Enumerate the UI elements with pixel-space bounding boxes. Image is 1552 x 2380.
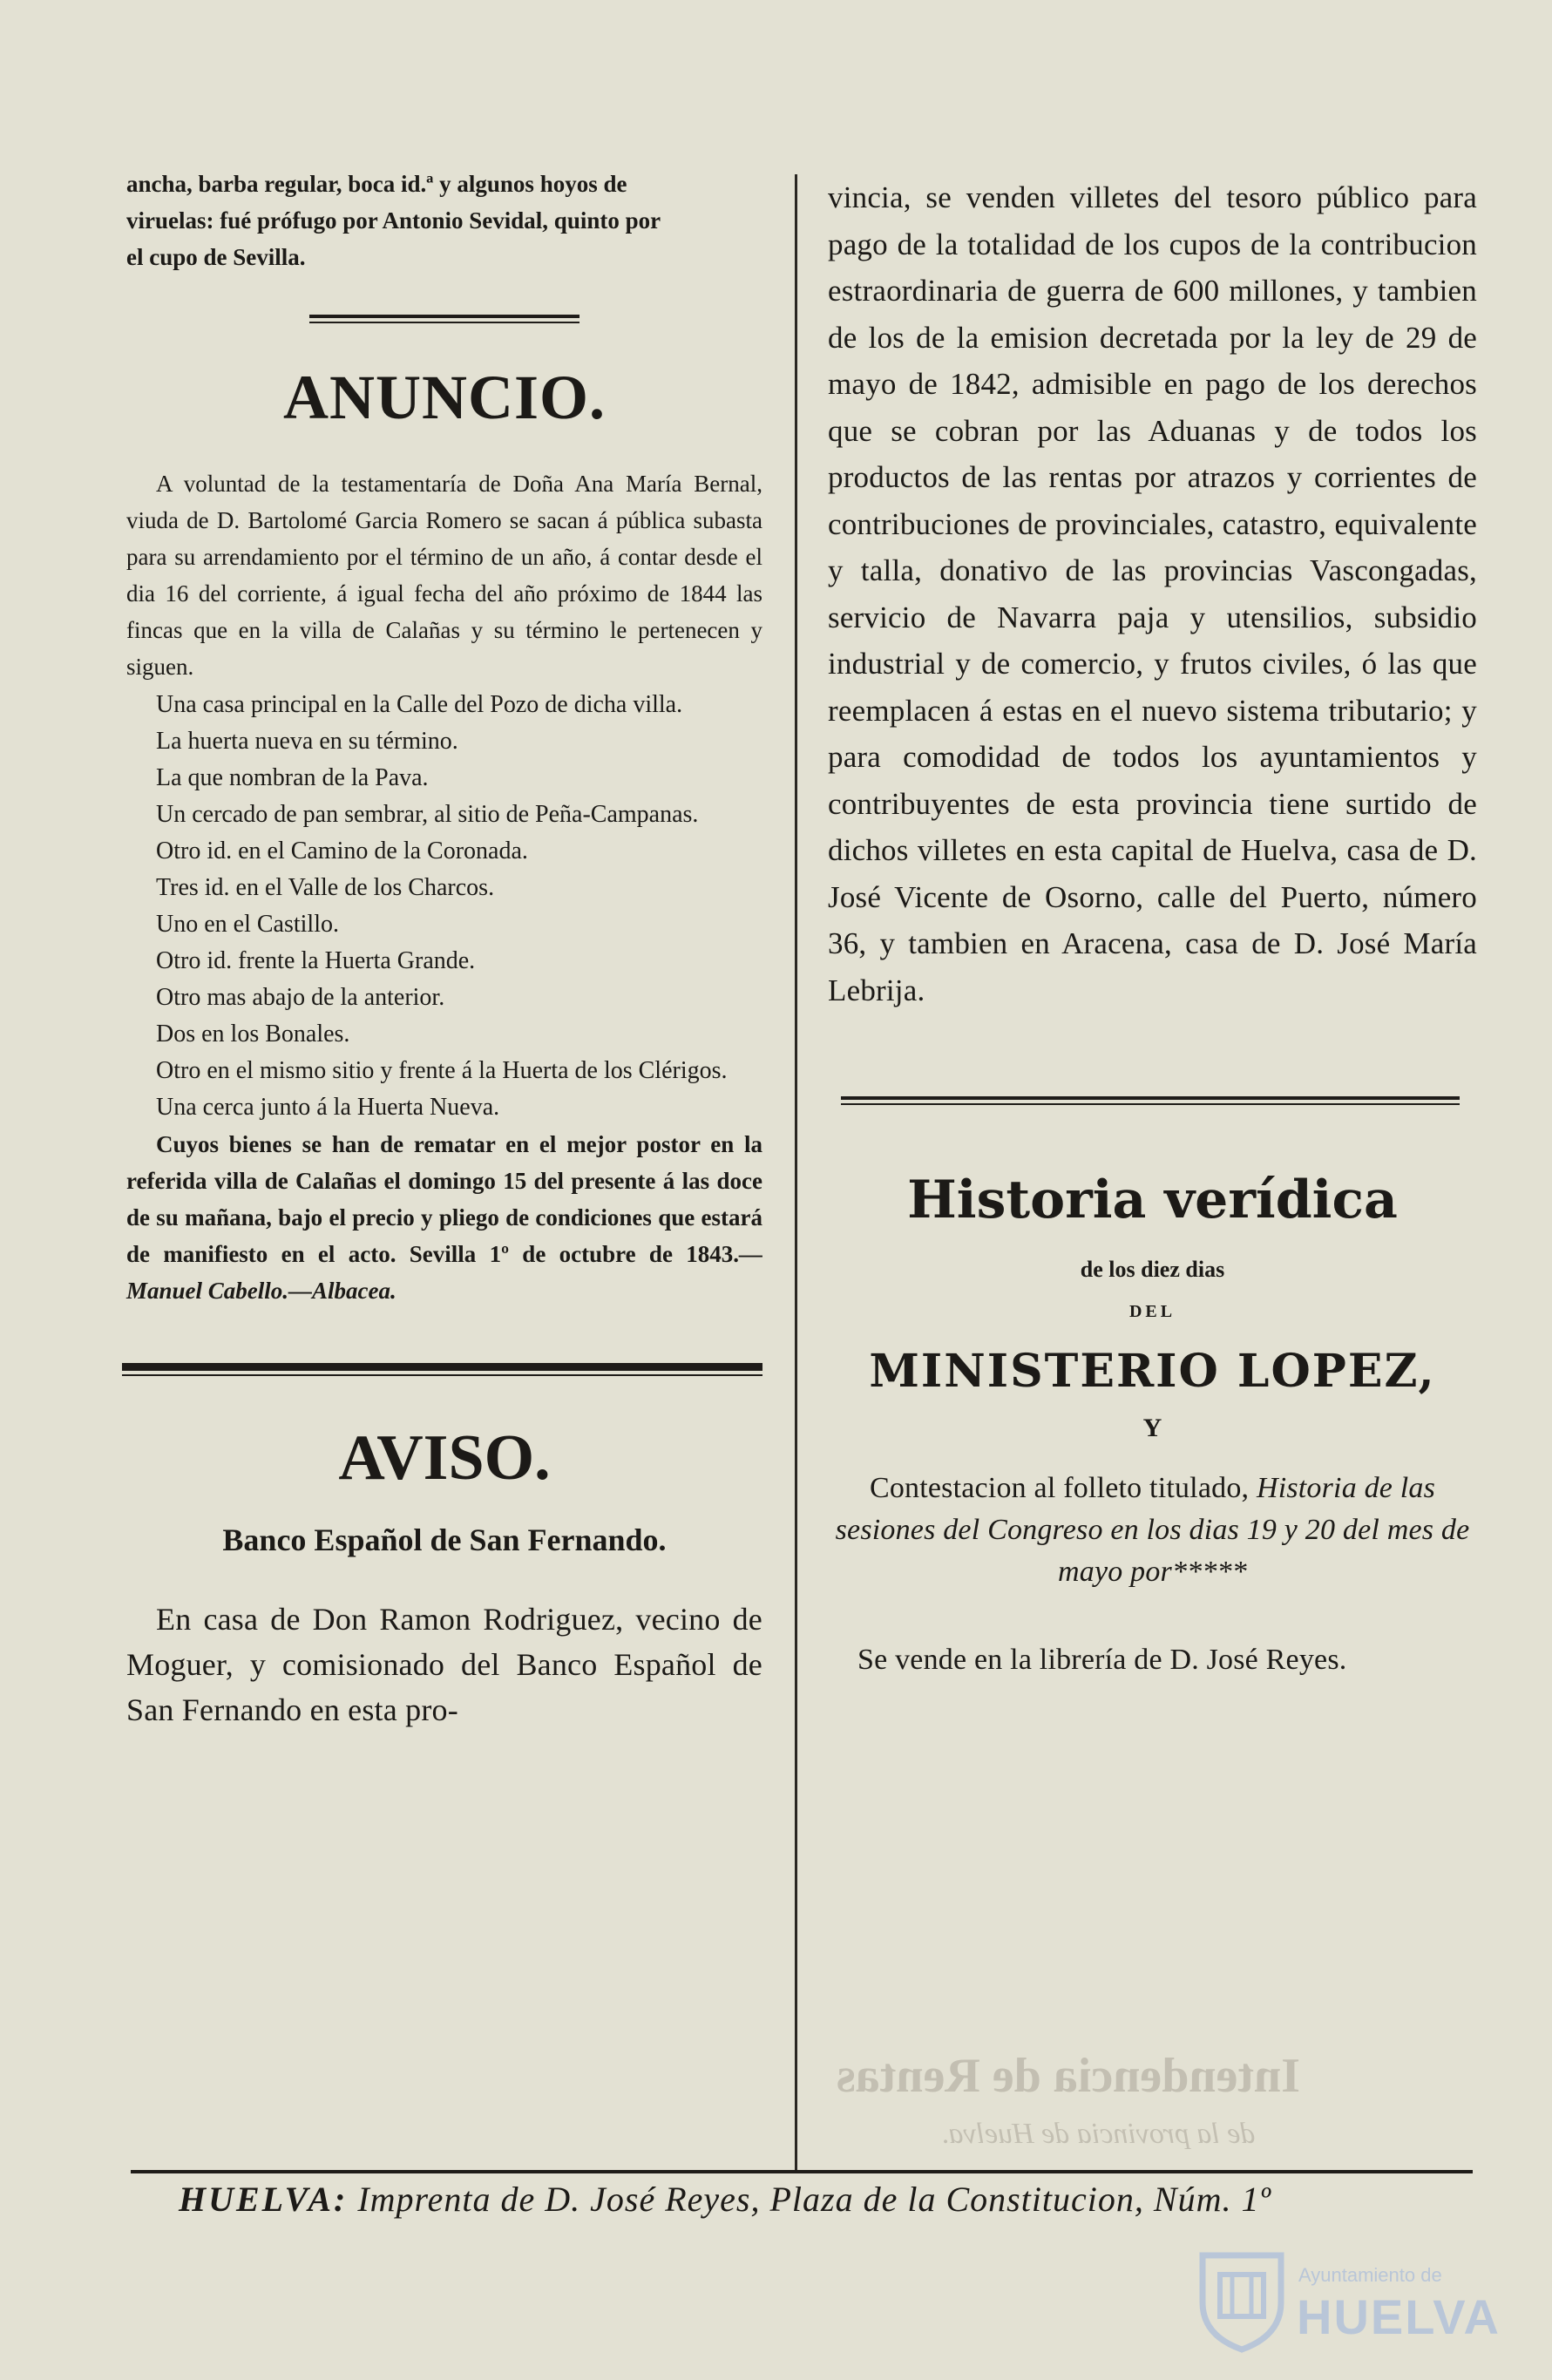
imprint-text: Imprenta de D. José Reyes, Plaza de la Constitucion, Núm. 1º — [357, 2180, 1271, 2219]
signature: —Manuel Cabello.—Albacea. — [126, 1241, 762, 1304]
left-column — [113, 166, 776, 1732]
list-item: La huerta nueva en su término. — [156, 728, 458, 755]
bleed-through-text: de la provincia de Huelva. — [941, 2118, 1256, 2150]
list-item: Uno en el Castillo. — [156, 911, 339, 938]
historia-title: Historia verídica — [907, 1170, 1398, 1231]
list-item: Otro en el mismo sitio y frente á la Huerta de los Clérigos. — [156, 1057, 728, 1084]
closing-text: Cuyos bienes se han de rematar en el mejor postor en la referida villa de Calañas el domingo 15 del presente á las doce de su mañana, bajo el precio y pliego de condiciones que estará de manifiesto en el acto. Sevilla 1º de octubre de 1843. — [126, 1131, 762, 1267]
intro-line: viruelas: fué prófugo por Antonio Sevidal, quinto por — [126, 207, 661, 234]
list-item: Otro mas abajo de la anterior. — [156, 984, 445, 1011]
intro-paragraph — [113, 166, 776, 275]
aviso-subheading: Banco Español de San Fernando. — [222, 1522, 667, 1557]
property-list — [126, 687, 762, 1126]
historia-line-1: de los diez dias — [1080, 1257, 1225, 1282]
list-item: Un cercado de pan sembrar, al sitio de Peña-Campanas. — [156, 801, 699, 828]
list-item: Otro id. en el Camino de la Coronada. — [156, 837, 528, 865]
anuncio-heading: ANUNCIO. — [282, 363, 606, 432]
aviso-heading: AVISO. — [338, 1422, 551, 1494]
anuncio-closing — [126, 1126, 762, 1309]
imprint — [179, 2179, 1468, 2220]
section-divider-heavy — [122, 1363, 762, 1371]
imprint-rule — [131, 2170, 1473, 2173]
watermark-large-text: HUELVA — [1297, 2289, 1501, 2344]
intro-line: ancha, barba regular, boca id.ª y algunos hoyos de — [126, 171, 627, 197]
section-divider — [841, 1096, 1460, 1100]
historia-contestacion — [828, 1468, 1477, 1593]
historia-sale: Se vende en la librería de D. José Reyes. — [857, 1644, 1347, 1676]
list-item: La que nombran de la Pava. — [156, 764, 429, 791]
column-divider — [795, 174, 797, 2170]
list-item: Tres id. en el Valle de los Charcos. — [156, 874, 495, 901]
huelva-watermark — [1194, 2248, 1501, 2353]
anuncio-section — [113, 465, 776, 1309]
aviso-paragraph: En casa de Don Ramon Rodriguez, vecino de Moguer, y comisionado del Banco Español de San Fernando en esta pro- — [126, 1602, 762, 1727]
intro-line: el cupo de Sevilla. — [126, 244, 306, 270]
list-item: Una cerca junto á la Huerta Nueva. — [156, 1094, 500, 1121]
anuncio-paragraph: A voluntad de la testamentaría de Doña Ana María Bernal, viuda de D. Bartolomé Garcia Romero se sacan á pública subasta para su arrendamiento por el término de un año, á contar desde el dia 16 del corriente, á igual fecha del año próximo de 1844 las fincas que en la villa de Calañas y su término le pertenecen y siguen. — [126, 471, 762, 680]
city-shield-icon — [1194, 2248, 1290, 2353]
watermark-small-text: Ayuntamiento de — [1298, 2264, 1442, 2286]
list-item: Dos en los Bonales. — [156, 1020, 350, 1048]
bleed-through-text: Intendencia de Rentas — [837, 2049, 1301, 2103]
list-item: Una casa principal en la Calle del Pozo de dicha villa. — [156, 691, 683, 718]
historia-line-3: MINISTERIO LOPEZ, — [869, 1345, 1436, 1398]
right-column — [828, 174, 1477, 1682]
contestacion-text: Contestacion al folleto titulado, — [869, 1472, 1250, 1504]
folleto-title: Historia de las sesiones del Congreso en los dias 19 y 20 del mes de mayo por***** — [835, 1472, 1470, 1588]
historia-line-2: DEL — [1128, 1302, 1176, 1321]
section-divider — [309, 315, 579, 318]
historia-line-4: Y — [1142, 1414, 1162, 1442]
list-item: Otro id. frente la Huerta Grande. — [156, 947, 476, 974]
imprint-city: HUELVA: — [179, 2180, 349, 2219]
villetes-paragraph: vincia, se venden villetes del tesoro público para pago de la totalidad de los cupos de la contribucion estraordinaria de guerra de 600 millones, y tambien de los de la emision decretada por la ley de 29 de mayo de 1842, admisible en pago de los derechos que se cobran por las Aduanas y de todos los productos de las rentas por atrazos y corrientes de contribuciones de provinciales, catastro, equivalente y talla, donativo de las provincias Vascongadas, servicio de Navarra paja y utensilios, subsidio industrial y de comercio, y frutos civiles, ó las que reemplacen á estas en el nuevo sistema tributario; y para comodidad de todos los ayuntamientos y contribuyentes de esta provincia tiene surtido de dichos villetes en esta capital de Huelva, casa de D. José Vicente de Osorno, calle del Puerto, número 36, y tambien en Aracena, casa de D. José María Lebrija. — [828, 180, 1477, 1007]
